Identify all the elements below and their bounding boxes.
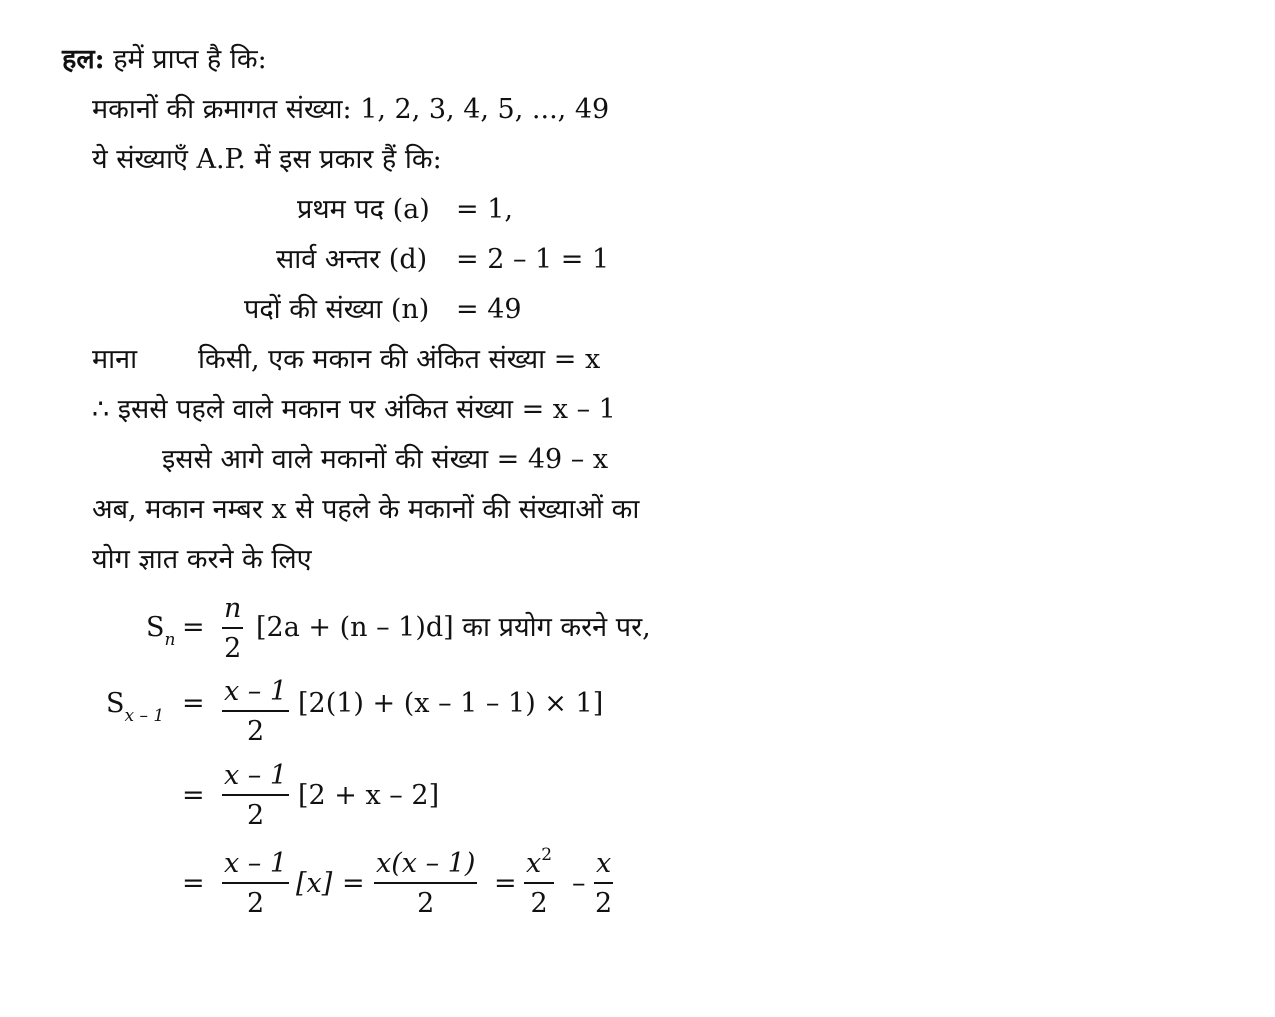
sn-numerator: n bbox=[224, 593, 242, 624]
step3-fraction-b bbox=[374, 850, 477, 917]
sum-purpose-line: योग ज्ञात करने के लिए bbox=[92, 544, 312, 575]
step2-fraction bbox=[222, 762, 289, 829]
step2-rest: [2 + x – 2] bbox=[298, 780, 440, 811]
intro-text: हमें प्राप्त है कि: bbox=[113, 44, 267, 75]
sn-symbol bbox=[146, 612, 176, 650]
step1-equals: = bbox=[182, 688, 205, 719]
x-over-two-fraction bbox=[594, 850, 613, 917]
step1-fraction bbox=[222, 678, 289, 745]
step2-denominator: 2 bbox=[246, 800, 265, 831]
sx-subscript: x – 1 bbox=[124, 706, 165, 726]
step3-equals-c: = bbox=[494, 868, 517, 899]
houses-sequence: 1, 2, 3, 4, 5, ..., 49 bbox=[360, 94, 610, 125]
num-terms-value: = 49 bbox=[456, 294, 522, 325]
step3-equals: = bbox=[182, 868, 205, 899]
x-squared-denominator: 2 bbox=[530, 888, 548, 919]
step2-numerator: x – 1 bbox=[224, 760, 288, 791]
common-diff-value: = 2 – 1 = 1 bbox=[456, 244, 610, 275]
let-statement: किसी, एक मकान की अंकित संख्या = x bbox=[198, 344, 601, 375]
ap-statement: ये संख्याएँ A.P. में इस प्रकार हैं कि: bbox=[92, 144, 442, 175]
step3-numerator-b: x(x – 1) bbox=[376, 848, 476, 879]
common-diff-label: सार्व अन्तर (d) bbox=[276, 244, 428, 275]
x-squared-numerator bbox=[524, 845, 554, 882]
sn-formula-rest: [2a + (n – 1)d] का प्रयोग करने पर, bbox=[256, 612, 651, 643]
step3-denominator-a: 2 bbox=[246, 888, 265, 919]
sn-subscript: n bbox=[164, 630, 176, 650]
sn-fraction bbox=[222, 595, 243, 662]
step1-rest: [2(1) + (x – 1 – 1) × 1] bbox=[298, 688, 604, 719]
first-term-value: = 1, bbox=[456, 194, 513, 225]
step2-equals: = bbox=[182, 780, 205, 811]
step1-denominator: 2 bbox=[246, 716, 265, 747]
after-houses-line: इससे आगे वाले मकानों की संख्या = 49 – x bbox=[162, 444, 609, 475]
x-squared-exponent: 2 bbox=[541, 845, 553, 865]
sx-symbol bbox=[106, 688, 165, 726]
step3-fraction-a bbox=[222, 850, 289, 917]
now-line: अब, मकान नम्बर x से पहले के मकानों की संख्याओं का bbox=[92, 494, 640, 525]
sn-equals: = bbox=[182, 612, 205, 643]
step1-numerator: x – 1 bbox=[224, 676, 288, 707]
sx-letter: S bbox=[106, 688, 125, 719]
houses-line bbox=[92, 96, 609, 123]
first-term-label: प्रथम पद (a) bbox=[297, 194, 430, 225]
solution-intro-line bbox=[62, 46, 267, 73]
solution-label: हल: bbox=[62, 44, 105, 75]
sn-denominator: 2 bbox=[224, 633, 242, 664]
step3-bracket: [x] bbox=[296, 868, 333, 899]
previous-house-line: ∴ इससे पहले वाले मकान पर अंकित संख्या = x – 1 bbox=[92, 394, 616, 425]
num-terms-label: पदों की संख्या (n) bbox=[244, 294, 430, 325]
houses-label: मकानों की क्रमागत संख्या: bbox=[92, 94, 352, 125]
sn-letter: S bbox=[146, 612, 165, 643]
let-word: माना bbox=[92, 344, 138, 375]
x-squared-base: x bbox=[526, 848, 542, 879]
x-squared-fraction bbox=[524, 845, 554, 919]
step3-numerator-a: x – 1 bbox=[224, 848, 288, 879]
minus-sign: – bbox=[572, 868, 586, 899]
x-over-two-numerator: x bbox=[596, 848, 612, 879]
step3-equals-b: = bbox=[342, 868, 365, 899]
x-over-two-denominator: 2 bbox=[595, 888, 613, 919]
step3-denominator-b: 2 bbox=[417, 888, 435, 919]
